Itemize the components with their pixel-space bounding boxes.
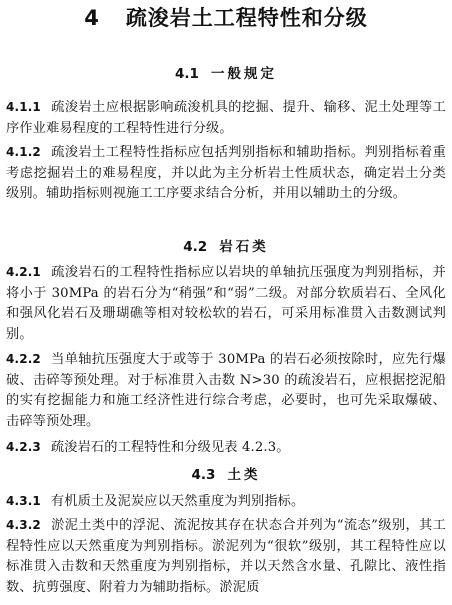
clause-text: 疏浚岩石的工程特性指标应以岩块的单轴抗压强度为判别指标，并将小于 30MPa 的岩石分为“稍强”和“弱”二级。对部分软质岩石、全风化和强风化岩石及珊瑚礁等相对较松软的岩石，可采用标准贯入击数测试判别。 [6,265,446,342]
clause-text: 疏浚岩石的工程特性和分级见表 4.2.3。 [50,440,290,455]
section-number: 4.3 [191,467,216,483]
chapter-number: 4 [84,6,100,30]
section-title-text: 土类 [227,467,261,483]
clause-number: 4.1.1 [6,100,41,114]
clause-number: 4.3.2 [6,518,41,532]
clause-text: 疏浚岩土应根据影响疏浚机具的挖掘、提升、输移、泥土处理等工序作业难易程度的工程特性进行分级。 [6,100,446,136]
clause-number: 4.2.1 [6,265,41,279]
clause-text: 淤泥土类中的浮泥、流泥按其存在状态合并列为“流态”级别，其工程特性应以天然重度为判别指标。淤泥列为“很软”级别，其工程特性应以标准贯入击数和天然重度为判别指标，并以天然含水量、孔隙比、液性指数、抗剪强度、附着力为辅助指标。淤泥质 [6,518,446,595]
clause-4-2-1 [6,262,446,345]
chapter-title [0,4,452,32]
section-title-text: 岩石类 [219,239,269,255]
clause-text: 有机质土及泥炭应以天然重度为判别指标。 [50,494,305,509]
clause-4-3-1 [6,491,446,513]
section-title-4-2 [0,237,452,257]
section-title-4-1 [0,64,452,84]
clause-number: 4.2.3 [6,440,41,454]
section-title-4-3 [0,465,452,485]
section-number: 4.1 [175,66,199,82]
clause-text: 当单轴抗压强度大于或等于 30MPa 的岩石必须按除时，应先行爆破、击碎等预处理。对于标准贯入击数 N>30 的疏浚岩石，应根据挖泥船的实有挖掘能力和施工经济性进行综合考虑，必要时，也可先采取爆破、击碎等预处理。 [6,352,446,429]
clause-4-2-2 [6,349,446,432]
section-title-text: 一般规定 [210,66,277,82]
clause-4-1-1 [6,97,446,139]
clause-number: 4.2.2 [6,352,41,366]
clause-4-1-2 [6,142,446,205]
clause-4-3-2 [6,515,446,598]
clause-number: 4.3.1 [6,494,41,508]
section-number: 4.2 [183,239,208,255]
clause-text: 疏浚岩土工程特性指标应包括判别指标和辅助指标。判别指标着重考虑挖掘岩土的难易程度，并以此为主分析岩土性质状态，确定岩土分类级别。辅助指标则视施工工序要求结合分析，并用以辅助土的分级。 [6,145,446,201]
clause-4-2-3 [6,437,446,459]
chapter-title-text: 疏浚岩土工程特性和分级 [125,5,368,30]
clause-number: 4.1.2 [6,145,41,159]
